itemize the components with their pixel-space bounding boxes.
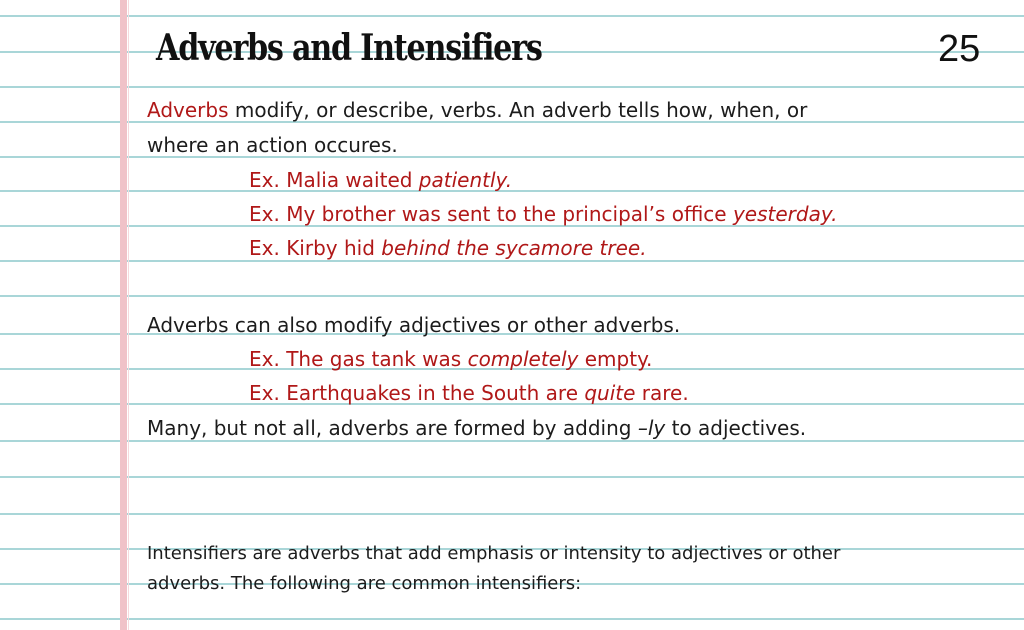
ruled-line — [0, 476, 1024, 478]
example-line — [249, 167, 512, 193]
example-emphasis: completely — [467, 347, 579, 371]
example-text: Ex. Earthquakes in the South are — [249, 381, 585, 405]
definition-text: modify, or describe, verbs. An adverb tells how, when, or — [228, 98, 808, 122]
intensifiers-line-1: Intensifiers are adverbs that add emphasis or intensity to adjectives or other — [147, 543, 841, 564]
modify-adjectives-intro: Adverbs can also modify adjectives or other adverbs. — [147, 313, 681, 337]
ly-formation-note — [147, 415, 806, 441]
page-number: 25 — [938, 28, 981, 70]
margin-line — [120, 0, 127, 630]
ruled-line — [0, 513, 1024, 515]
ruled-line — [0, 618, 1024, 620]
note-suffix: to adjectives. — [665, 416, 807, 440]
example-text: Ex. Malia waited — [249, 168, 419, 192]
example-emphasis: patiently. — [418, 168, 513, 192]
ruled-line — [0, 295, 1024, 297]
adverb-definition-line-2: where an action occures. — [147, 133, 398, 157]
example-emphasis: yesterday. — [732, 202, 838, 226]
example-line — [249, 346, 652, 372]
example-emphasis: behind the sycamore tree. — [381, 236, 647, 260]
example-line — [249, 235, 647, 261]
example-suffix: empty. — [578, 347, 653, 371]
example-emphasis: quite — [584, 381, 636, 405]
example-text: Ex. Kirby hid — [249, 236, 382, 260]
example-line — [249, 380, 689, 406]
adverb-definition-line-1 — [147, 97, 807, 123]
note-text: Many, but not all, adverbs are formed by adding — [147, 416, 638, 440]
page-title: Adverbs and Intensifiers — [156, 27, 542, 69]
ruled-line — [0, 86, 1024, 88]
note-emphasis: –ly — [637, 416, 666, 440]
example-text: Ex. The gas tank was — [249, 347, 468, 371]
adverbs-term: Adverbs — [147, 98, 229, 122]
example-suffix: rare. — [635, 381, 689, 405]
intensifiers-line-2: adverbs. The following are common intensifiers: — [147, 573, 582, 594]
ruled-line — [0, 15, 1024, 17]
example-line — [249, 201, 837, 227]
example-text: Ex. My brother was sent to the principal’s office — [249, 202, 733, 226]
